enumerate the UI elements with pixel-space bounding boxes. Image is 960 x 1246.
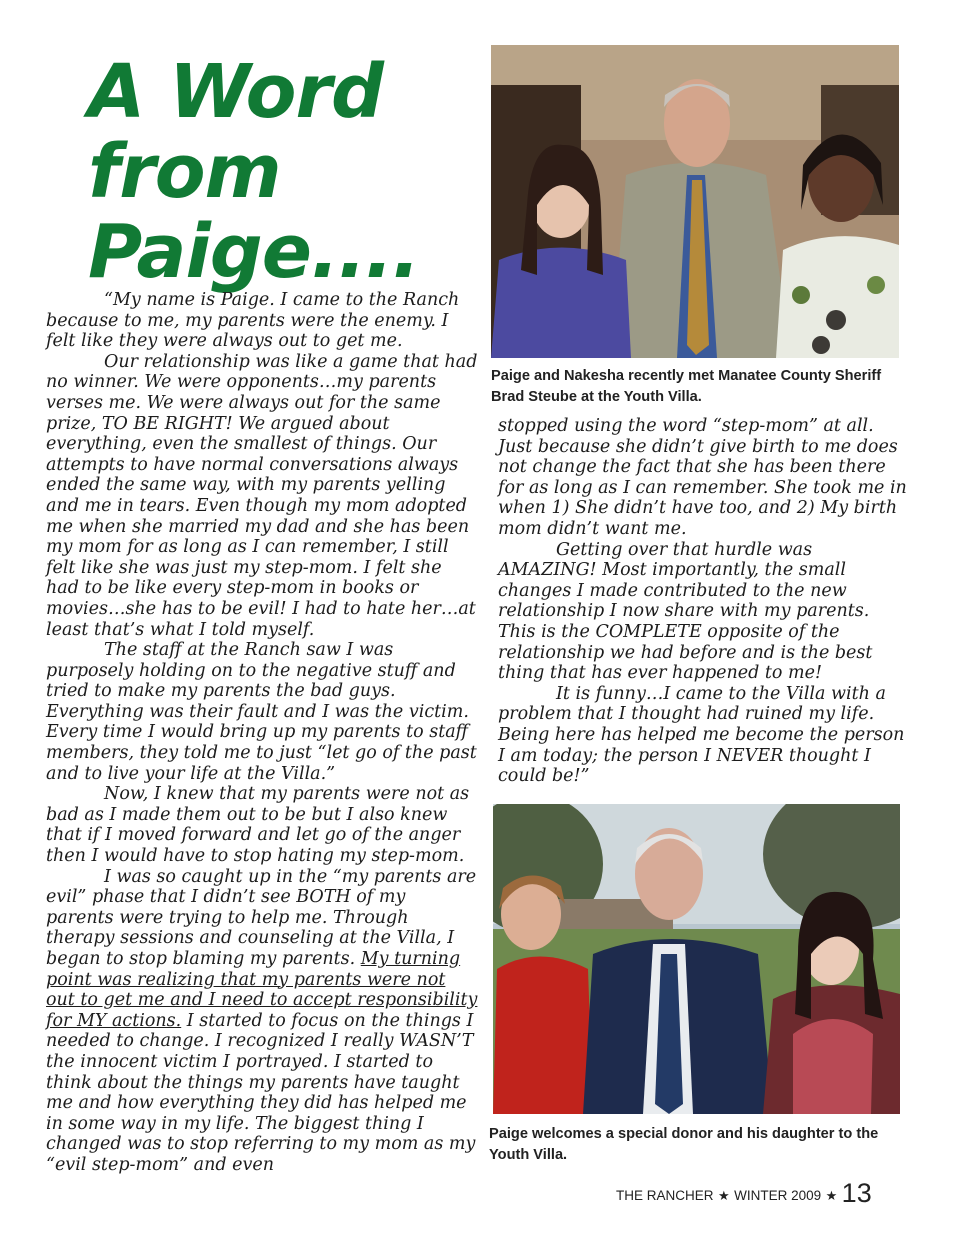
paragraph: Getting over that hurdle was AMAZING! Most importantly, the small changes I made contributed to the new relationship I now share with my parents. This is the COMPLETE opposite of the relationship we had before and is the best thing that has ever happened to me! xyxy=(498,539,873,684)
paragraph: The staff at the Ranch saw I was purposely holding on to the negative stuff and tried to make my parents the bad guys. Everything was their fault and I was the victim. Every time I would bring up my parents to staff members, they told me to just “let go of the past and to live your life at the Villa.” xyxy=(46,640,477,784)
headline-line-2: from xyxy=(88,129,281,215)
publication-name: THE RANCHER xyxy=(616,1188,714,1203)
issue-date: WINTER 2009 xyxy=(734,1188,822,1203)
paragraph: It is funny…I came to the Villa with a problem that I thought had ruined my life. Being here has helped me become the person I am today; the person I NEVER thought I could be!” xyxy=(498,683,905,787)
star-icon: ★ xyxy=(717,1188,730,1203)
paragraph-text: I was so caught up in the “my parents are evil” phase that I didn’t see BOTH of my parents were trying to help me. Through therapy sessions and counseling at the Villa, I began to stop blaming my parents. xyxy=(46,866,477,969)
page-footer xyxy=(616,1178,916,1209)
photo-paige-donor-daughter xyxy=(493,804,900,1114)
headline-line-3: Paige.... xyxy=(88,209,420,295)
page-number: 13 xyxy=(841,1178,872,1208)
photo-paige-nakesha-sheriff xyxy=(491,45,899,358)
article-column-2 xyxy=(498,416,908,787)
headline-line-1: A Word xyxy=(88,49,383,135)
paragraph: Now, I knew that my parents were not as bad as I made them out to be but I also knew that if I moved forward and let go of the anger then I would have to stop hating my step-mom. xyxy=(46,784,470,867)
star-icon: ★ xyxy=(825,1188,838,1203)
photo-caption-2: Paige welcomes a special donor and his daughter to the Youth Villa. xyxy=(489,1126,879,1163)
paragraph: “My name is Paige. I came to the Ranch because to me, my parents were the enemy. I felt like they were always out to get me. xyxy=(46,290,460,352)
paragraph: Our relationship was like a game that had no winner. We were opponents…my parents verses me. We were always out for the same prize, TO BE RIGHT! We argued about everything, even the smallest of things. Our attempts to have normal conversations always ended the same way, with my parents yelling and me in tears. Even though my mom adopted me when she married my dad and she has been my mom for as long as I can remember, I still felt like she was just my step-mom. I felt she had to be like every step-mom in books or movies…she has to be evil! I had to hate her…at least that’s what I told myself. xyxy=(46,351,478,640)
headline xyxy=(88,49,488,295)
article-column-1 xyxy=(46,290,478,1176)
paragraph xyxy=(46,867,478,1176)
underlined-turning-point: My turning point was realizing that my parents were not out to get me and I need to accept responsibility for MY actions. xyxy=(46,949,478,1031)
paragraph: stopped using the word “step-mom” at all. Just because she didn’t give birth to me does not change the fact that she has been there for as long as I can remember. She took me in when 1) She didn’t have too, and 2) My birth mom didn’t want me. xyxy=(498,416,907,539)
photo-caption-1: Paige and Nakesha recently met Manatee County Sheriff Brad Steube at the Youth Villa. xyxy=(491,368,882,405)
paragraph-text: I started to focus on the things I needed to change. I recognized I really WASN’T the innocent victim I portrayed. I started to think about the things my parents have taught me and how everything they did has helped me in some way in my life. The biggest thing I changed was to stop referring to my mom as my “evil step-mom” and even xyxy=(46,1010,476,1175)
